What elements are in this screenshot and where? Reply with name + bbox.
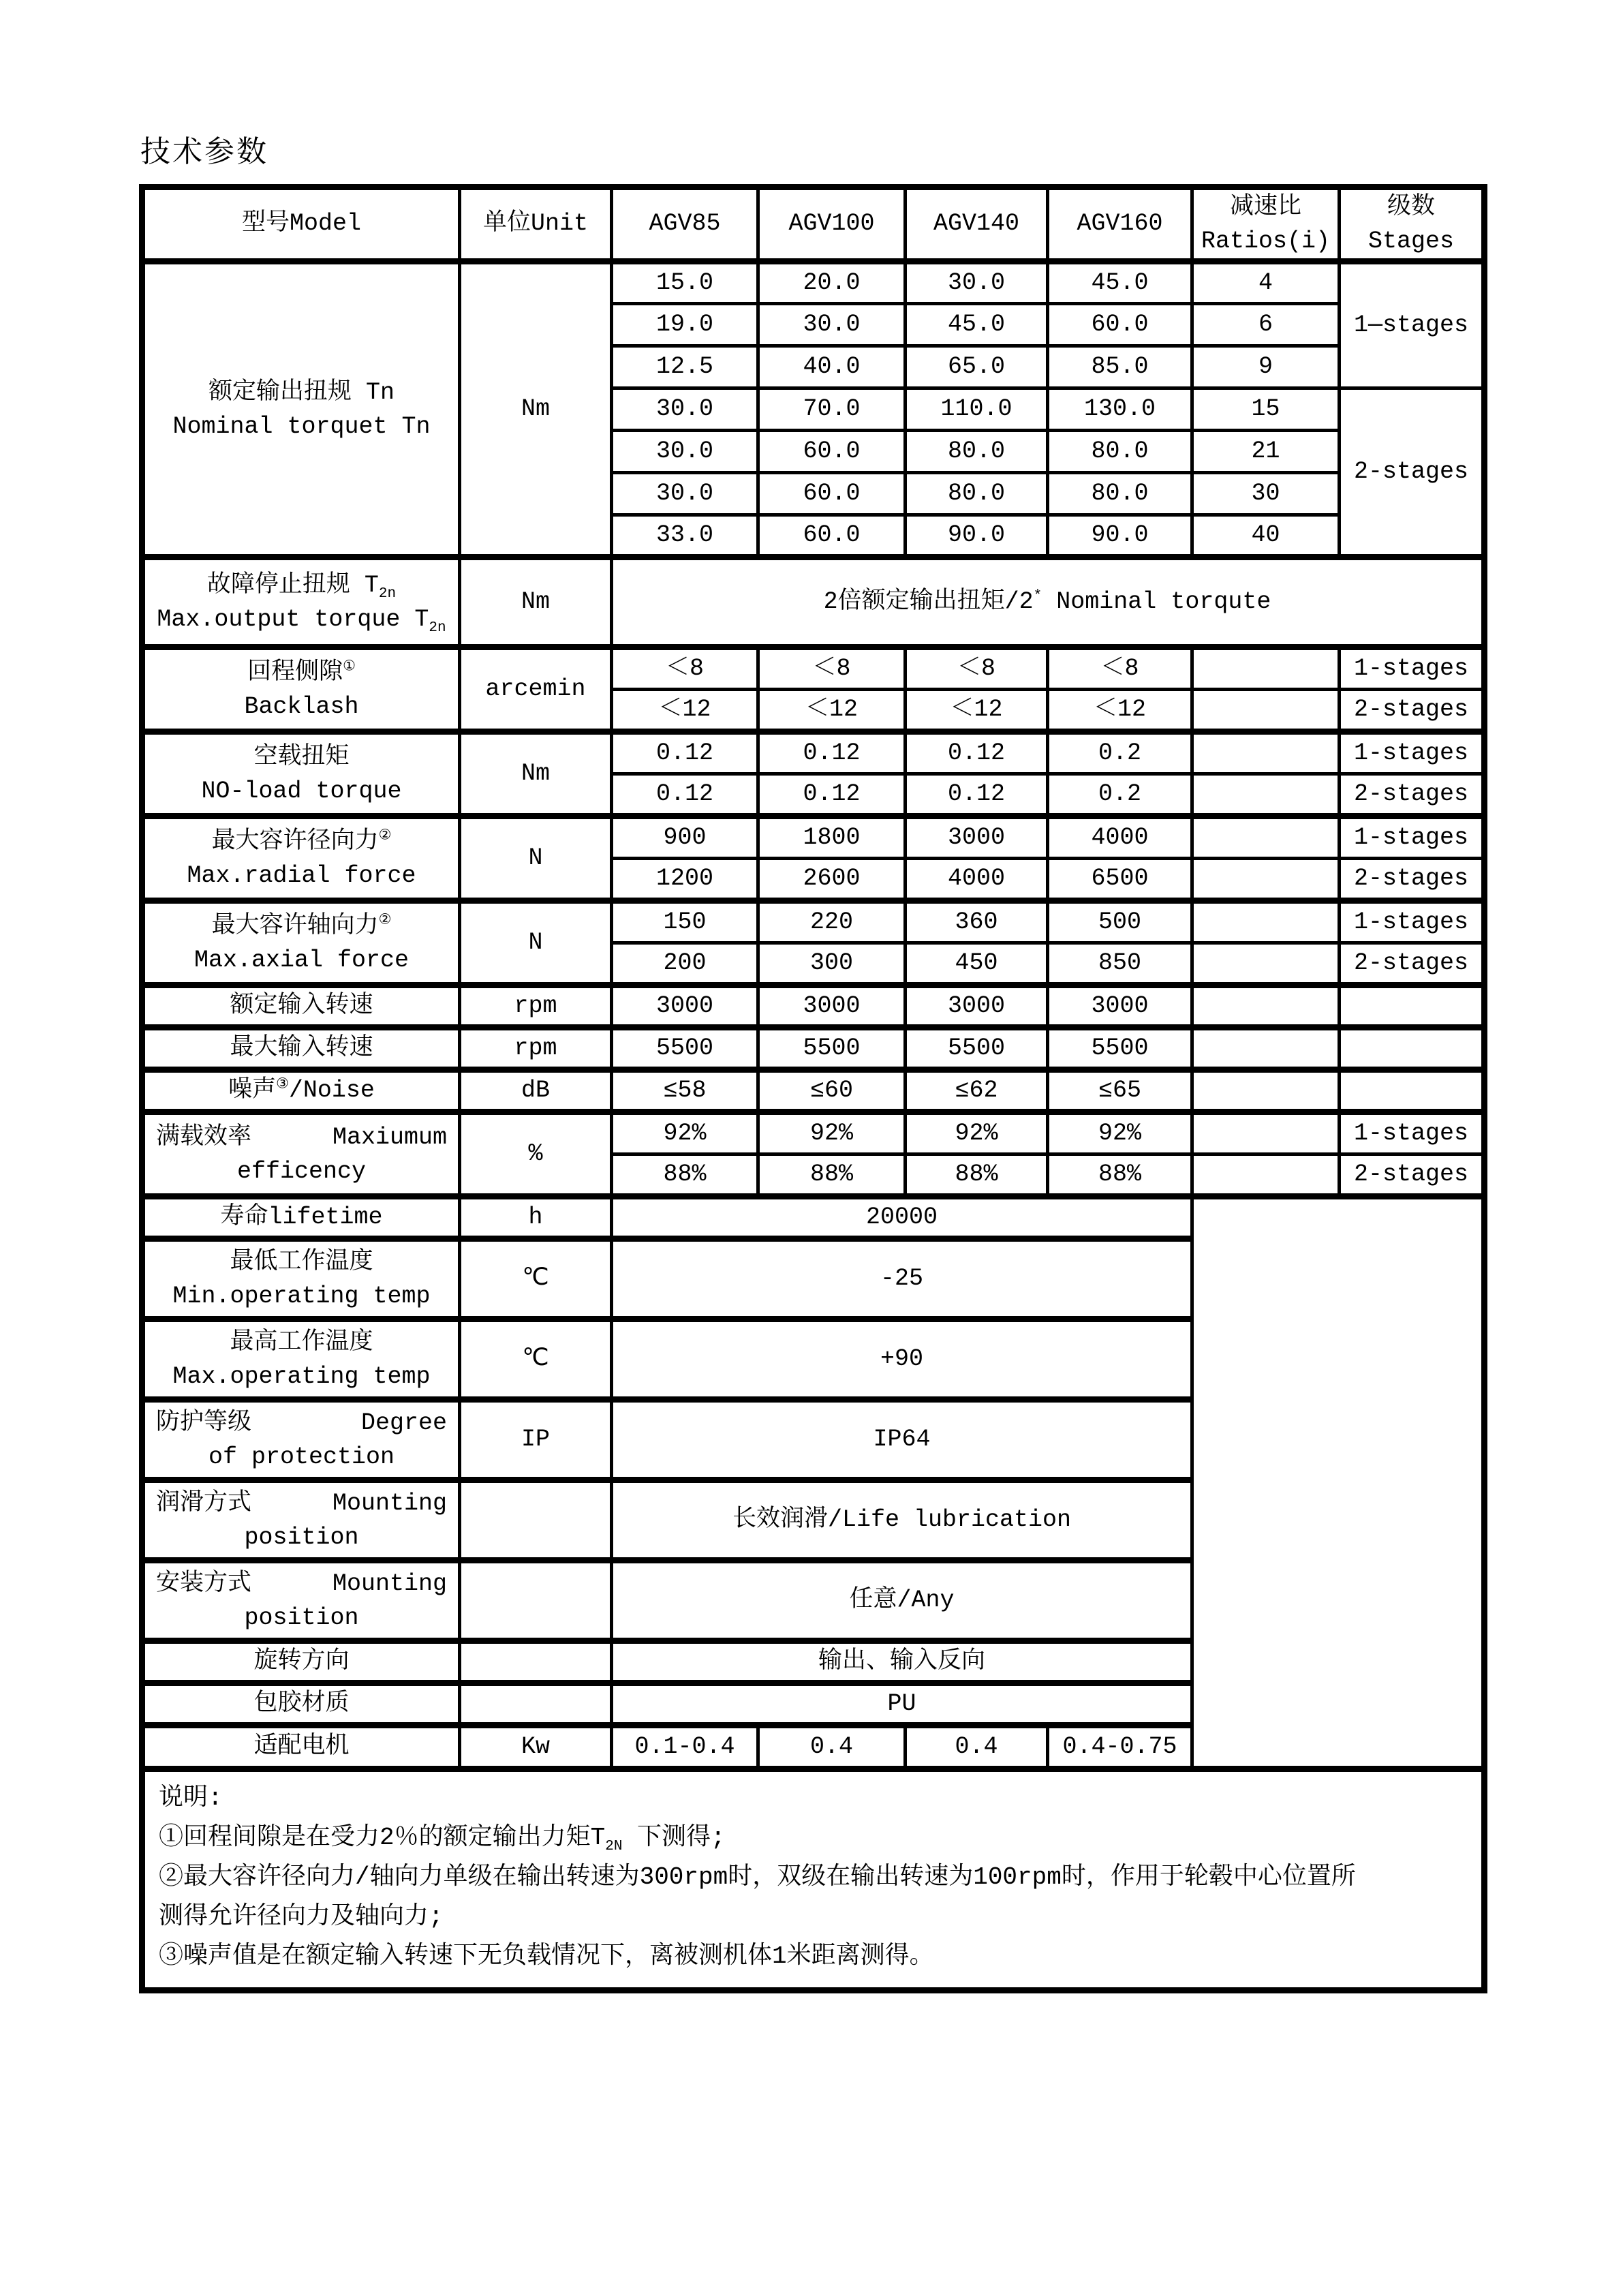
header-model-agv160: AGV160 (1048, 187, 1192, 262)
value-cell: ≤58 (612, 1070, 758, 1112)
rated-speed-label: 额定输入转速 (142, 985, 460, 1028)
stage-cell-2stages: 2-stages (1340, 1154, 1485, 1197)
value-cell: 3000 (612, 985, 758, 1028)
value-cell: 0.2 (1048, 732, 1192, 774)
header-model-agv85: AGV85 (612, 187, 758, 262)
ratio-stages-merged-empty-cell (1192, 1197, 1485, 1769)
t2n-value: 2倍额定输出扭矩/2* Nominal torqute (612, 557, 1485, 647)
noload-unit: Nm (460, 732, 612, 816)
value-cell: 85.0 (1048, 346, 1192, 388)
value-cell: 80.0 (906, 431, 1048, 473)
value-cell: 60.0 (758, 473, 906, 515)
protection-unit: IP (460, 1400, 612, 1480)
efficiency-label-en2: efficency (236, 1157, 367, 1185)
stage-cell-1stages: 1-stages (1340, 816, 1485, 859)
notes-heading: 说明: (159, 1784, 223, 1812)
value-cell: 2600 (758, 859, 906, 901)
value-cell: 30.0 (906, 262, 1048, 304)
header-stages-en: Stages (1367, 228, 1455, 255)
value-cell: 30.0 (612, 388, 758, 431)
value-cell: 5500 (906, 1028, 1048, 1070)
header-ratio-en: Ratios(i) (1201, 228, 1331, 255)
min-temp-value: -25 (612, 1239, 1192, 1319)
backlash-label (142, 647, 460, 732)
value-cell: 80.0 (906, 473, 1048, 515)
value-cell: 30.0 (612, 431, 758, 473)
t2n-label-zh: 故障停止扭规 $T_{2n}$ (206, 571, 397, 602)
value-cell: 30.0 (612, 473, 758, 515)
rotation-unit-empty (460, 1641, 612, 1683)
mounting-label-line1 (145, 1567, 458, 1601)
value-cell: 45.0 (1048, 262, 1192, 304)
value-cell: 19.0 (612, 304, 758, 346)
efficiency-label-zh: 满载效率 (156, 1123, 252, 1151)
header-stages (1340, 187, 1485, 262)
header-model-agv100: AGV100 (758, 187, 906, 262)
t2n-label (142, 557, 460, 647)
value-cell: 65.0 (906, 346, 1048, 388)
protection-label-en1: Degree (360, 1409, 447, 1437)
min-temp-unit: ℃ (460, 1239, 612, 1319)
note-1: ①回程间隙是在受力2％的额定输出力矩$T_{2N}$ 下测得; (159, 1824, 726, 1855)
value-cell: 0.12 (906, 732, 1048, 774)
value-cell: 5500 (1048, 1028, 1192, 1070)
note-2-line2: 测得允许径向力及轴向力; (159, 1903, 444, 1931)
value-cell: 4000 (906, 859, 1048, 901)
value-cell: 12.5 (612, 346, 758, 388)
axial-label-zh: 最大容许轴向力② (211, 912, 392, 940)
value-cell: ＜8 (758, 647, 906, 690)
value-cell: 60.0 (758, 431, 906, 473)
stage-empty-cell (1340, 985, 1485, 1028)
ratio-empty-cell (1192, 985, 1340, 1028)
value-cell: 0.12 (906, 774, 1048, 816)
nominal-unit: Nm (460, 262, 612, 557)
axial-unit: N (460, 901, 612, 985)
value-cell: 360 (906, 901, 1048, 943)
header-model-agv140: AGV140 (906, 187, 1048, 262)
rotation-label: 旋转方向 (142, 1641, 460, 1683)
ratio-cell: 30 (1192, 473, 1340, 515)
nominal-label-en: Nominal torquet Tn (172, 412, 431, 440)
lubrication-label-en1: Mounting (332, 1489, 447, 1517)
ratio-empty-cell (1192, 943, 1340, 985)
value-cell: 80.0 (1048, 473, 1192, 515)
value-cell: 300 (758, 943, 906, 985)
value-cell: ＜12 (612, 690, 758, 732)
protection-value: IP64 (612, 1400, 1192, 1480)
header-unit: 单位Unit (460, 187, 612, 262)
noise-label: 噪声③/Noise (142, 1070, 460, 1112)
stage-empty-cell (1340, 1028, 1485, 1070)
value-cell: ＜8 (1048, 647, 1192, 690)
backlash-label-zh: 回程侧隙① (247, 658, 356, 686)
noload-label-zh: 空载扭矩 (253, 743, 350, 771)
efficiency-label (142, 1112, 460, 1197)
t2n-label-zh-sub: 2n (378, 585, 397, 602)
value-cell: ＜12 (758, 690, 906, 732)
max-temp-value: +90 (612, 1319, 1192, 1400)
value-cell: 110.0 (906, 388, 1048, 431)
ratio-cell: 21 (1192, 431, 1340, 473)
backlash-unit: arcemin (460, 647, 612, 732)
value-cell: ≤62 (906, 1070, 1048, 1112)
max-temp-label-en: Max.operating temp (172, 1362, 431, 1390)
t2n-label-en: Max.output torque $T_{2n}$ (157, 605, 446, 636)
lubrication-label-zh: 润滑方式 (156, 1489, 252, 1517)
ratio-empty-cell (1192, 732, 1340, 774)
value-cell: 40.0 (758, 346, 906, 388)
value-cell: 200 (612, 943, 758, 985)
axial-label (142, 901, 460, 985)
min-temp-label-zh: 最低工作温度 (230, 1248, 373, 1276)
ratio-empty-cell (1192, 859, 1340, 901)
value-cell: 88% (758, 1154, 906, 1197)
stage-empty-cell (1340, 1070, 1485, 1112)
value-cell: 92% (906, 1112, 1048, 1154)
protection-label-zh: 防护等级 (156, 1409, 252, 1437)
value-cell: 0.4-0.75 (1048, 1726, 1192, 1769)
max-temp-unit: ℃ (460, 1319, 612, 1400)
lifetime-value: 20000 (612, 1197, 1192, 1239)
ratio-empty-cell (1192, 1028, 1340, 1070)
header-stages-zh: 级数 (1387, 194, 1435, 221)
radial-label-zh: 最大容许径向力② (211, 827, 392, 855)
value-cell: 0.12 (612, 732, 758, 774)
max-temp-label-zh: 最高工作温度 (230, 1328, 373, 1356)
mounting-label-en1: Mounting (332, 1570, 447, 1597)
stage-cell-1stages: 1-stages (1340, 901, 1485, 943)
value-cell: 0.2 (1048, 774, 1192, 816)
backlash-label-en: Backlash (244, 692, 359, 720)
value-cell: 88% (906, 1154, 1048, 1197)
material-unit-empty (460, 1683, 612, 1726)
material-value: PU (612, 1683, 1192, 1726)
value-cell: 130.0 (1048, 388, 1192, 431)
value-cell: ＜8 (612, 647, 758, 690)
value-cell: ＜12 (1048, 690, 1192, 732)
noload-label (142, 732, 460, 816)
mounting-label-en2: position (244, 1604, 359, 1632)
value-cell: ＜8 (906, 647, 1048, 690)
mounting-label (142, 1561, 460, 1641)
noise-footnote-mark: ③ (276, 1077, 289, 1093)
noise-unit: dB (460, 1070, 612, 1112)
value-cell: 88% (612, 1154, 758, 1197)
notes-block (142, 1769, 1485, 1991)
value-cell: 3000 (906, 816, 1048, 859)
max-speed-label: 最大输入转速 (142, 1028, 460, 1070)
stage-cell-1stages: 1-stages (1340, 732, 1485, 774)
lubrication-unit-empty (460, 1480, 612, 1561)
t2n-label-en-sub: 2n (429, 619, 446, 636)
stage-cell-2stages: 2-stages (1340, 859, 1485, 901)
stage-cell-1stages: 1—stages (1340, 262, 1485, 388)
mounting-value: 任意/Any (612, 1561, 1192, 1641)
value-cell: 0.12 (612, 774, 758, 816)
rotation-value: 输出、输入反向 (612, 1641, 1192, 1683)
ratio-cell: 6 (1192, 304, 1340, 346)
value-cell: 0.12 (758, 732, 906, 774)
stage-cell-1stages: 1-stages (1340, 647, 1485, 690)
material-label: 包胶材质 (142, 1683, 460, 1726)
motor-label: 适配电机 (142, 1726, 460, 1769)
ratio-empty-cell (1192, 901, 1340, 943)
protection-label-line1 (145, 1406, 458, 1440)
value-cell: 30.0 (758, 304, 906, 346)
ratio-empty-cell (1192, 647, 1340, 690)
radial-label-en: Max.radial force (187, 861, 416, 889)
mounting-unit-empty (460, 1561, 612, 1641)
value-cell: 0.1-0.4 (612, 1726, 758, 1769)
value-cell: 500 (1048, 901, 1192, 943)
value-cell: 5500 (758, 1028, 906, 1070)
min-temp-label-en: Min.operating temp (172, 1282, 431, 1310)
efficiency-label-line1 (145, 1120, 458, 1154)
protection-label (142, 1400, 460, 1480)
value-cell: 220 (758, 901, 906, 943)
ratio-empty-cell (1192, 690, 1340, 732)
header-ratio-zh: 减速比 (1229, 194, 1301, 221)
value-cell: 90.0 (906, 515, 1048, 557)
ratio-empty-cell (1192, 1070, 1340, 1112)
ratio-cell: 9 (1192, 346, 1340, 388)
value-cell: 88% (1048, 1154, 1192, 1197)
value-cell: ＜12 (906, 690, 1048, 732)
nominal-label-zh: 额定输出扭规 Tn (208, 378, 395, 406)
stage-cell-2stages: 2-stages (1340, 943, 1485, 985)
radial-footnote-mark: ② (378, 827, 392, 844)
value-cell: 0.4 (906, 1726, 1048, 1769)
backlash-footnote-mark: ① (343, 658, 356, 675)
value-cell: 900 (612, 816, 758, 859)
page-title: 技术参数 (140, 137, 268, 171)
value-cell: 3000 (906, 985, 1048, 1028)
mounting-label-zh: 安装方式 (156, 1570, 252, 1597)
value-cell: 92% (758, 1112, 906, 1154)
value-cell: 1200 (612, 859, 758, 901)
value-cell: 450 (906, 943, 1048, 985)
value-cell: 60.0 (1048, 304, 1192, 346)
stage-cell-2stages: 2-stages (1340, 388, 1485, 557)
value-cell: 0.12 (758, 774, 906, 816)
stage-cell-2stages: 2-stages (1340, 774, 1485, 816)
motor-unit: Kw (460, 1726, 612, 1769)
value-cell: ≤60 (758, 1070, 906, 1112)
value-cell: 3000 (758, 985, 906, 1028)
ratio-empty-cell (1192, 816, 1340, 859)
lifetime-label: 寿命lifetime (142, 1197, 460, 1239)
efficiency-label-en1: Maxiumum (332, 1123, 447, 1151)
value-cell: 70.0 (758, 388, 906, 431)
ratio-cell: 4 (1192, 262, 1340, 304)
t2n-unit: Nm (460, 557, 612, 647)
efficiency-unit: % (460, 1112, 612, 1197)
stage-cell-1stages: 1-stages (1340, 1112, 1485, 1154)
value-cell: 850 (1048, 943, 1192, 985)
ratio-cell: 40 (1192, 515, 1340, 557)
value-cell: 6500 (1048, 859, 1192, 901)
radial-label (142, 816, 460, 901)
value-cell: 80.0 (1048, 431, 1192, 473)
nominal-label (142, 262, 460, 557)
lifetime-unit: h (460, 1197, 612, 1239)
header-model: 型号Model (142, 187, 460, 262)
axial-label-en: Max.axial force (194, 946, 409, 974)
value-cell: 4000 (1048, 816, 1192, 859)
value-cell: 20.0 (758, 262, 906, 304)
value-cell: 90.0 (1048, 515, 1192, 557)
value-cell: 0.4 (758, 1726, 906, 1769)
note-1-sub: 2N (605, 1839, 623, 1855)
ratio-empty-cell (1192, 1112, 1340, 1154)
note-2-line1: ②最大容许径向力/轴向力单级在输出转速为300rpm时，双级在输出转速为100rpm时，作用于轮毂中心位置所 (159, 1863, 1356, 1891)
lubrication-label (142, 1480, 460, 1561)
noload-label-en: NO-load torque (201, 777, 402, 805)
value-cell: 150 (612, 901, 758, 943)
ratio-cell: 15 (1192, 388, 1340, 431)
value-cell: 92% (612, 1112, 758, 1154)
min-temp-label (142, 1239, 460, 1319)
value-cell: 15.0 (612, 262, 758, 304)
stage-cell-2stages: 2-stages (1340, 690, 1485, 732)
value-cell: 1800 (758, 816, 906, 859)
value-cell: 92% (1048, 1112, 1192, 1154)
ratio-empty-cell (1192, 1154, 1340, 1197)
lubrication-value: 长效润滑/Life lubrication (612, 1480, 1192, 1561)
lubrication-label-en2: position (244, 1523, 359, 1551)
note-3: ③噪声值是在额定输入转速下无负载情况下，离被测机体1米距离测得。 (159, 1942, 934, 1970)
rated-speed-unit: rpm (460, 985, 612, 1028)
value-cell: 60.0 (758, 515, 906, 557)
lubrication-label-line1 (145, 1486, 458, 1520)
max-temp-label (142, 1319, 460, 1400)
value-cell: 33.0 (612, 515, 758, 557)
spec-table (139, 184, 1487, 1993)
value-cell: ≤65 (1048, 1070, 1192, 1112)
t2n-value-sup: * (1033, 588, 1042, 604)
ratio-empty-cell (1192, 774, 1340, 816)
max-speed-unit: rpm (460, 1028, 612, 1070)
axial-footnote-mark: ② (378, 912, 392, 928)
protection-label-en2: of protection (208, 1443, 395, 1471)
value-cell: 5500 (612, 1028, 758, 1070)
radial-unit: N (460, 816, 612, 901)
value-cell: 45.0 (906, 304, 1048, 346)
value-cell: 3000 (1048, 985, 1192, 1028)
header-ratio (1192, 187, 1340, 262)
